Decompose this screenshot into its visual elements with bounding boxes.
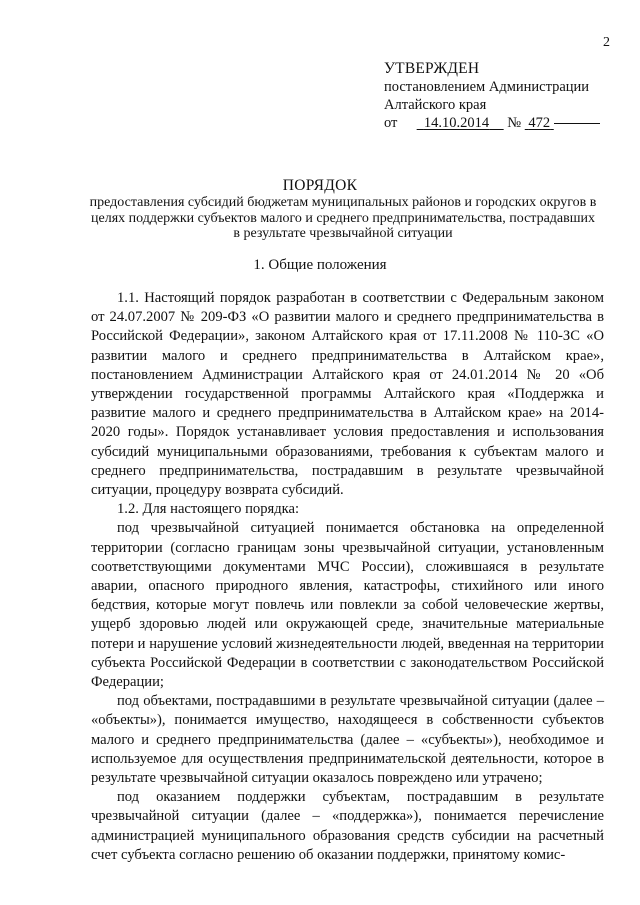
document-title: ПОРЯДОК [282, 177, 358, 194]
paragraph-1-2: 1.2. Для настоящего порядка: [117, 501, 300, 518]
paragraph-support-definition: под оказанием поддержки субъектам, пострадавшим в результате чрезвычайной ситуации (далее – «поддержка»), понимается перечисление администрацией муниципального образования средств субсидии на расчетный счет субъекта согласно решению об оказании поддержки, принятому комис- [91, 789, 604, 863]
approval-heading: УТВЕРЖДЕН [384, 60, 480, 77]
section-heading: 1. Общие положения [253, 257, 387, 273]
approval-line-1: постановлением Администрации [384, 79, 590, 95]
approval-number: 472 [528, 115, 551, 131]
approval-date-line [384, 114, 600, 132]
paragraph-objects-definition: под объектами, пострадавшими в результате чрезвычайной ситуации (далее – «объекты»), понимается имущество, находящееся в собственности субъектов малого и среднего предпринимательства (далее – «субъекты»), необходимое и используемое для осуществления предпринимательской деятельности, которое в результате чрезвычайной ситуации оказалось повреждено или утрачено; [91, 693, 604, 787]
approval-line-2: Алтайского края [384, 97, 487, 113]
approval-from-label: от [384, 115, 398, 131]
paragraph-emergency-definition: под чрезвычайной ситуацией понимается обстановка на определенной территории (согласно границам зоны чрезвычайной ситуации, установленным соответствующими документами МЧС России), сложившаяся в результате аварии, опасного природного явления, катастрофы, стихийного или иного бедствия, которые могут повлечь или повлекли за собой человеческие жертвы, ущерб здоровью людей или окружающей среде, значительные материальные потери и нарушение условий жизнедеятельности людей, введенная на территории субъекта Российской Федерации в соответствии с законодательством Российской Федерации; [91, 520, 604, 691]
approval-number-underline [554, 123, 600, 124]
body-text [91, 289, 604, 865]
approval-stamp [384, 60, 600, 132]
approval-date: 14.10.2014 [423, 115, 490, 131]
approval-number-label: № [507, 115, 522, 131]
page-number: 2 [603, 35, 610, 50]
document-subtitle: предоставления субсидий бюджетам муниципальных районов и городских округов в целях поддержки субъектов малого и среднего предпринимательства, пострадавших в результате чрезвычайной ситуации [89, 195, 597, 241]
paragraph-1-1: 1.1. Настоящий порядок разработан в соответствии с Федеральным законом от 24.07.2007 № 209-ФЗ «О развитии малого и среднего предпринимательства в Российской Федерации», законом Алтайского края от 17.11.2008 № 110-ЗС «О развитии малого и среднего предпринимательства в Алтайском крае», постановлением Администрации Алтайского края от 24.01.2014 № 20 «Об утверждении государственной программы Алтайского края «Поддержка и развитие малого и среднего предпринимательства в Алтайском крае» на 2014-2020 годы». Порядок устанавливает условия предоставления и использования субсидий муниципальными образованиями, требования к субъектам малого и среднего предпринимательства, пострадавшим в результате чрезвычайной ситуации, процедуру возврата субсидий. [91, 290, 604, 499]
